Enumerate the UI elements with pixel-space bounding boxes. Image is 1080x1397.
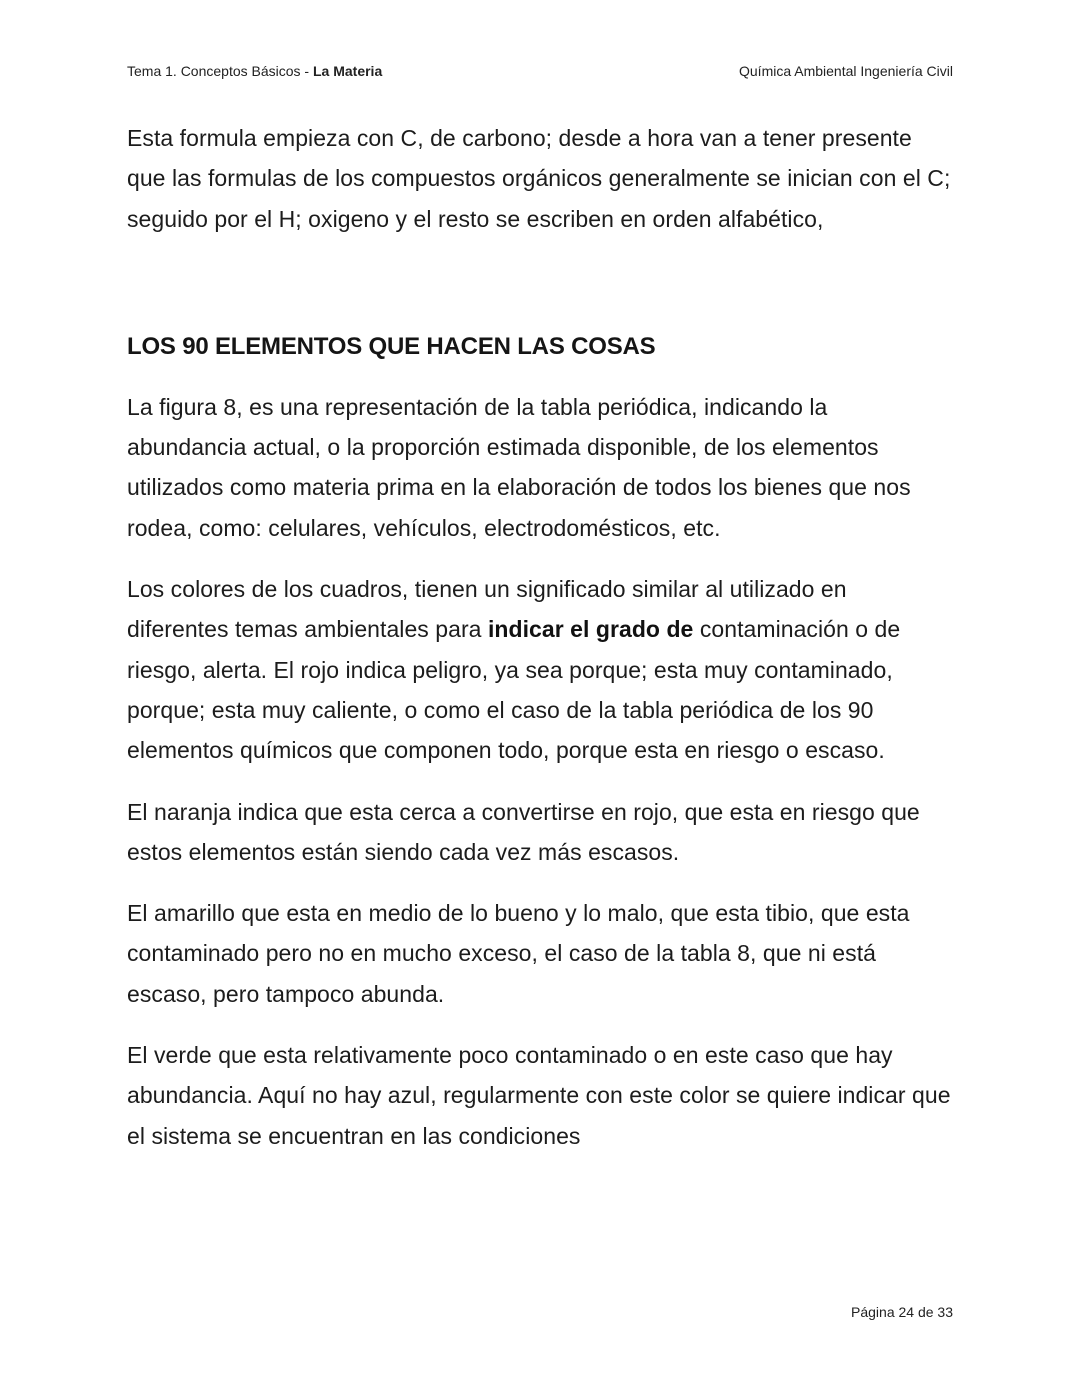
section-heading: LOS 90 ELEMENTOS QUE HACEN LAS COSAS <box>127 332 656 360</box>
paragraph-green: El verde que esta relativamente poco contaminado o en este caso que hay abundancia. Aquí no hay azul, regularmente con este color se quiere indicar que el sistema se encuentran en las condiciones <box>127 1042 951 1149</box>
paragraph-colors <box>127 569 953 770</box>
header-course-title: Química Ambiental Ingeniería Civil <box>739 63 953 79</box>
page-body <box>127 118 953 1156</box>
header-chapter-title <box>127 63 382 79</box>
paragraph-colors-emphasis: indicar el grado de <box>487 616 694 643</box>
page-number: Página 24 de 33 <box>851 1304 953 1320</box>
paragraph-orange: El naranja indica que esta cerca a convertirse en rojo, que esta en riesgo que estos elementos están siendo cada vez más escasos. <box>127 798 920 865</box>
header-chapter-prefix: Tema 1. Conceptos Básicos - <box>127 63 313 79</box>
paragraph-figure-8: La figura 8, es una representación de la tabla periódica, indicando la abundancia actual, o la proporción estimada disponible, de los elementos utilizados como materia prima en la elaboración de todos los bienes que nos rodea, como: celulares, vehículos, electrodomésticos, etc. <box>127 393 911 541</box>
page-header <box>127 63 953 83</box>
header-chapter-topic: La Materia <box>312 63 383 79</box>
paragraph-colors-text-start: Los colores de los cuadros, tienen un significado similar al utilizado en diferentes temas ambientales para <box>127 576 847 643</box>
paragraph-yellow: El amarillo que esta en medio de lo bueno y lo malo, que esta tibio, que esta contaminado pero no en mucho exceso, el caso de la tabla 8, que ni está escaso, pero tampoco abunda. <box>127 900 910 1007</box>
intro-paragraph: Esta formula empieza con C, de carbono; desde a hora van a tener presente que las formulas de los compuestos orgánicos generalmente se inician con el C; seguido por el H; oxigeno y el resto se escriben en orden alfabético, <box>127 125 951 232</box>
paragraph-colors-text-end: contaminación o de riesgo, alerta. El rojo indica peligro, ya sea porque; esta muy contaminado, porque; esta muy caliente, o como el caso de la tabla periódica de los 90 elementos químicos que componen todo, porque esta en riesgo o escaso. <box>127 616 901 764</box>
